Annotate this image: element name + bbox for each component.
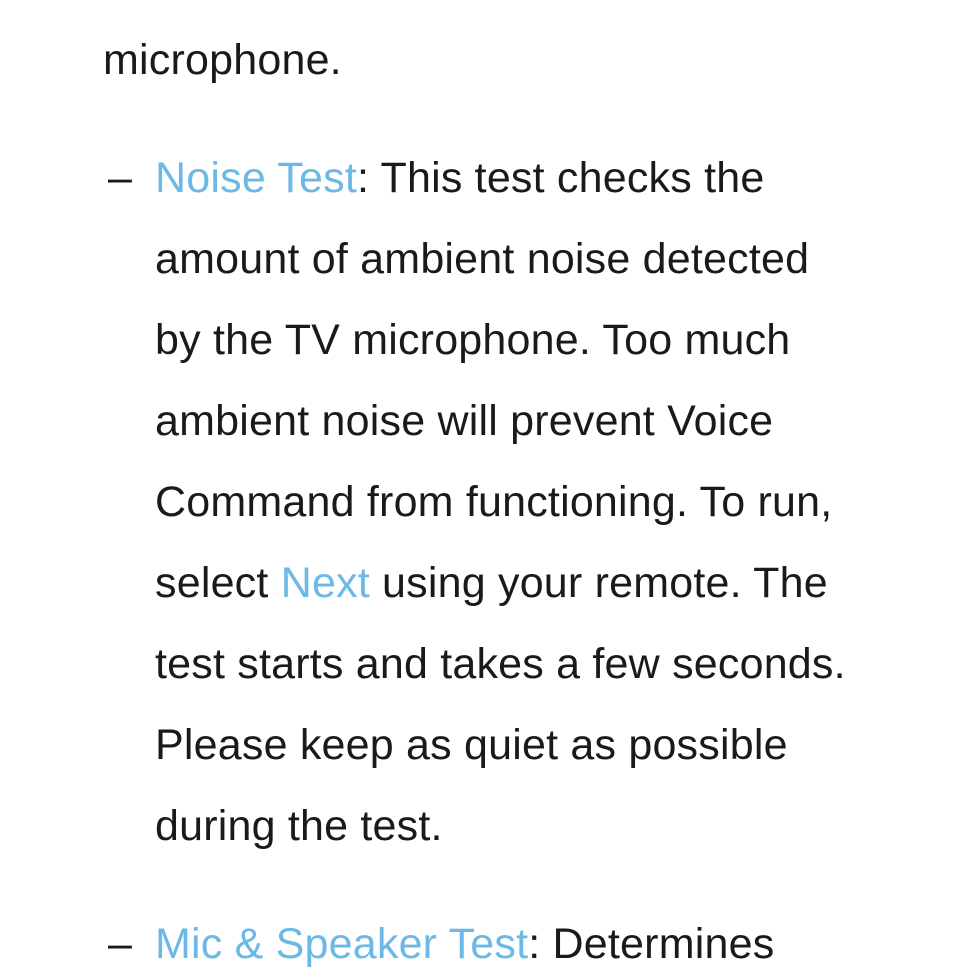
item1-line8: Please keep as quiet as possible bbox=[155, 721, 788, 769]
item1-line2: amount of ambient noise detected bbox=[155, 235, 810, 283]
item1-line1 bbox=[155, 152, 764, 204]
item1-line6 bbox=[155, 557, 828, 609]
item1-line1-rest: : This test checks the bbox=[356, 154, 765, 202]
intro-text bbox=[103, 34, 342, 86]
item1-line3: by the TV microphone. Too much bbox=[155, 316, 791, 364]
bullet-dash-1: – bbox=[108, 154, 132, 202]
item1-line6-pre: select bbox=[155, 559, 281, 607]
term-noise-test: Noise Test bbox=[155, 154, 357, 202]
item1-line5: Command from functioning. To run, bbox=[155, 478, 833, 526]
item1-line6-post: using your remote. The bbox=[369, 559, 828, 607]
term-mic-speaker-test: Mic & Speaker Test bbox=[155, 920, 529, 968]
bullet-dash-2: – bbox=[108, 920, 132, 968]
item2-line1 bbox=[155, 918, 774, 970]
term-next: Next bbox=[280, 559, 370, 607]
item1-line9: during the test. bbox=[155, 802, 443, 850]
item2-line1-rest: : Determines bbox=[528, 920, 775, 968]
intro-line: microphone. bbox=[103, 36, 342, 84]
item1-line4: ambient noise will prevent Voice bbox=[155, 397, 774, 445]
item1-line7: test starts and takes a few seconds. bbox=[155, 640, 846, 688]
